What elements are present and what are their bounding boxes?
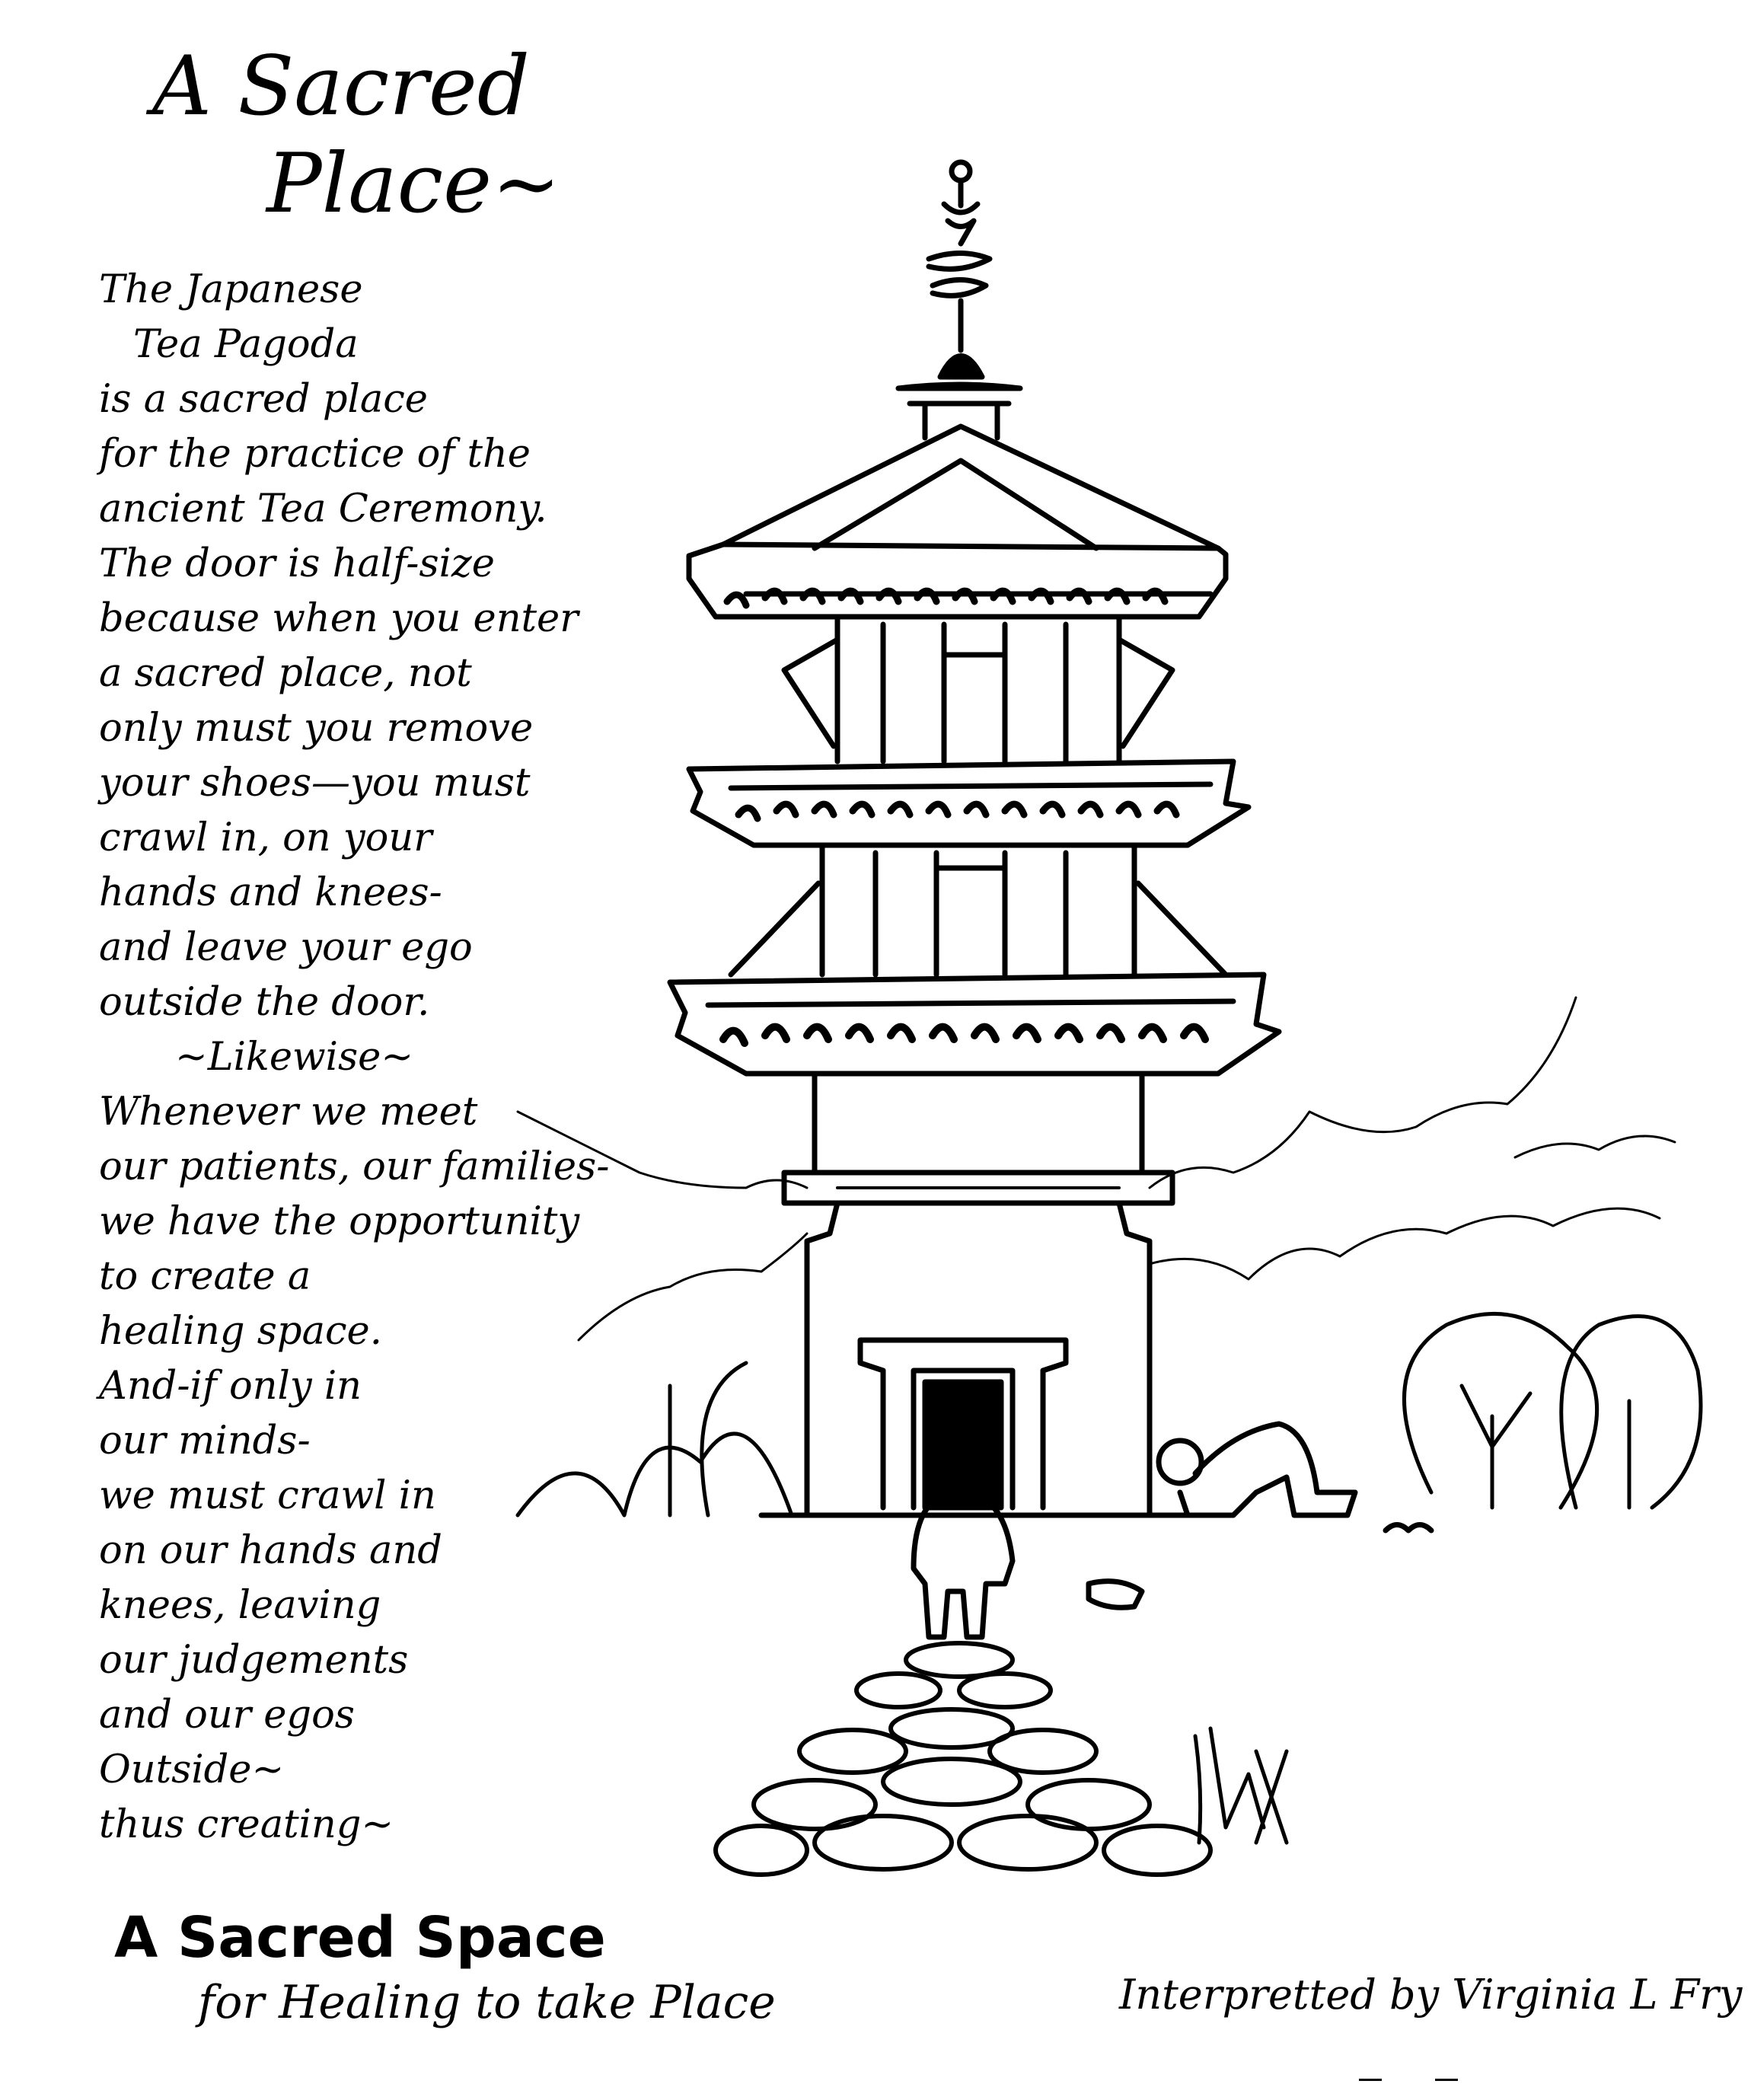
closing-line-2: for Healing to take Place (198, 1976, 776, 2029)
top-roof (689, 426, 1226, 617)
poem-line: and our egos (99, 1693, 355, 1738)
poem-line: And-if only in (99, 1364, 362, 1409)
signature-mark (1195, 1728, 1287, 1843)
title-line-2: Place~ (266, 136, 561, 231)
poem-line: Tea Pagoda (133, 322, 359, 367)
poem-line: Whenever we meet (99, 1090, 478, 1135)
poem-line: healing space. (99, 1309, 382, 1354)
poem-line: crawl in, on your (99, 815, 432, 860)
poem-line: we must crawl in (99, 1473, 436, 1518)
credit-line: Interpretted by Virginia L Fry (1119, 1971, 1743, 2019)
middle-story (731, 845, 1226, 975)
middle-roof (689, 761, 1249, 845)
poem-line: for the practice of the (99, 432, 531, 477)
pagoda-illustration (487, 137, 1743, 1888)
pagoda-base (761, 1074, 1195, 1515)
stone-path (716, 1643, 1210, 1875)
hills (518, 997, 1675, 1340)
shrubs (518, 1313, 1701, 1515)
poem-line: our patients, our families- (99, 1144, 610, 1189)
closing-text (114, 1904, 876, 2033)
crawling-figure-right (1159, 1424, 1355, 1515)
poem-line: a sacred place, not (99, 651, 472, 696)
poem-line: is a sacred place (99, 377, 428, 422)
poem-line: knees, leaving (99, 1583, 381, 1628)
lower-roof (670, 975, 1279, 1074)
footer-dash-right (1435, 2079, 1458, 2081)
poem-line: because when you enter (99, 596, 579, 641)
poem-line: thus creating~ (99, 1802, 394, 1847)
poem-line: only must you remove (99, 706, 534, 751)
poem-line: The door is half-size (99, 541, 495, 586)
footer-dash-left (1359, 2079, 1382, 2081)
finial (898, 162, 1020, 438)
poem-line: The Japanese (99, 267, 363, 312)
poem-line: our minds- (99, 1419, 311, 1463)
poem-line: hands and knees- (99, 870, 442, 915)
upper-story (784, 617, 1172, 761)
poem-line: our judgements (99, 1638, 409, 1683)
poem-line: Outside~ (99, 1747, 285, 1792)
poem-line: to create a (99, 1254, 311, 1299)
shoes (1089, 1525, 1431, 1608)
closing-line-1: A Sacred Space (114, 1905, 606, 1971)
poem-line: and leave your ego (99, 925, 473, 970)
poem-line: we have the opportunity (99, 1199, 580, 1244)
poem-line: on our hands and (99, 1528, 442, 1573)
poem-line: outside the door. (99, 980, 430, 1025)
poem-line: ancient Tea Ceremony. (99, 487, 547, 531)
poem-line: your shoes—you must (99, 761, 531, 806)
title-line-1: A Sacred (152, 39, 530, 134)
poem-line: ~Likewise~ (175, 1035, 414, 1080)
